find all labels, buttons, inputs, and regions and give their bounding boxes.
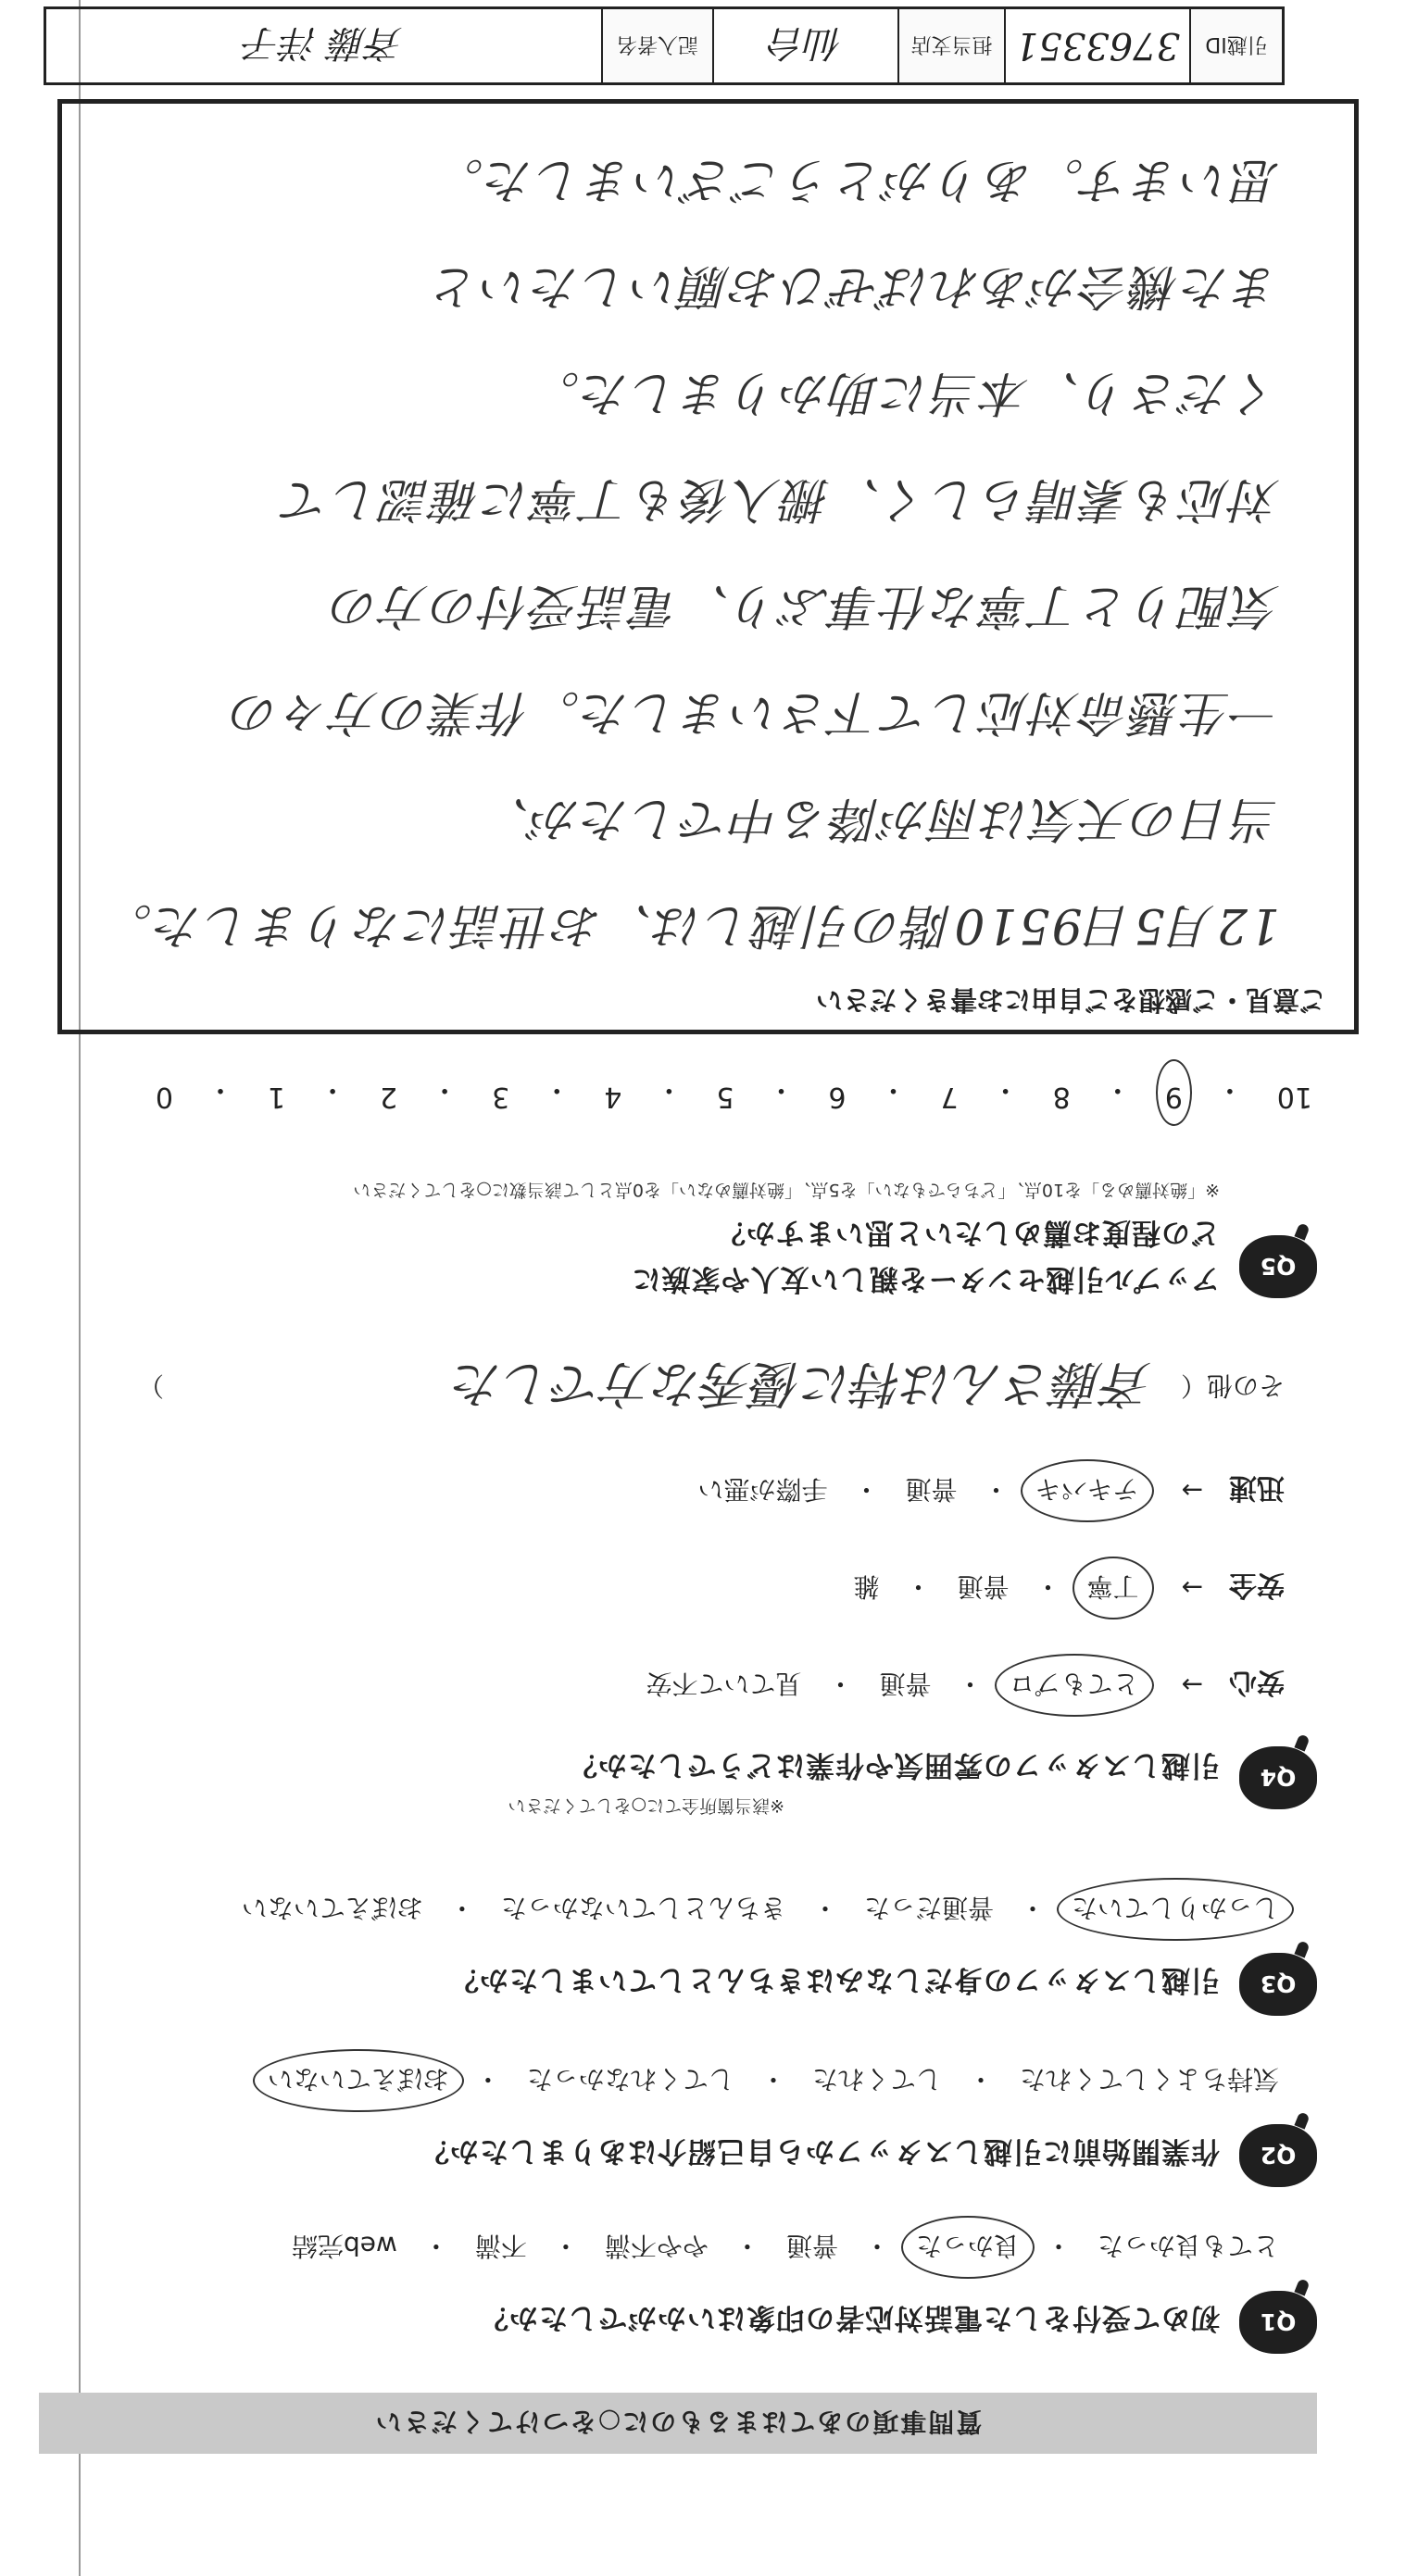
q4-row-anzen: 安全 → 丁寧 ・ 普通 ・ 雑	[847, 1568, 1285, 1608]
comment-line: くださり、本当に助かりました。	[529, 365, 1280, 420]
q4-other-label: その他（	[1180, 1370, 1285, 1402]
branch-label: 担当支店	[897, 9, 1004, 82]
q2-badge: Q2	[1239, 2124, 1317, 2187]
scale-value[interactable]: 4	[604, 1081, 622, 1113]
q2-option[interactable]: してくれなかった	[526, 2064, 734, 2095]
scale-value[interactable]: 3	[492, 1081, 510, 1113]
id-value[interactable]: 3763351	[1004, 9, 1189, 82]
q1-question: 初めて受付をした電話対応者の印象はいかがでしたか？	[479, 2301, 1220, 2334]
q4-option[interactable]: 普通	[879, 1669, 932, 1699]
q3-option-selected[interactable]: しっかりしていた	[1066, 1891, 1285, 1928]
q4-row-jinsoku: 迅速 → テキパキ ・ 普通 ・ 手際が悪い	[692, 1470, 1285, 1511]
q4-row-label: 安心	[1229, 1666, 1285, 1698]
q4-option[interactable]: 雑	[853, 1571, 880, 1602]
q4-row-anshin: 安心 → とてもプロ ・ 普通 ・ 見ていて不安	[640, 1665, 1285, 1706]
writer-value[interactable]: 斉藤 洋子	[244, 21, 404, 64]
q5-scale: 10 ・ 9 ・ 8 ・ 7 ・ 6 ・ 5 ・ 4 ・ 3 ・ 2 ・ 1 ・ 0	[155, 1073, 1312, 1113]
q3-option[interactable]: きちんとしていなかった	[500, 1893, 786, 1923]
q3-option[interactable]: おぼえていない	[241, 1893, 423, 1923]
q1-option[interactable]: とても良かった	[1097, 2231, 1279, 2261]
scale-value[interactable]: 2	[380, 1081, 398, 1113]
comments-box[interactable]	[57, 99, 1359, 1034]
scale-value[interactable]: 0	[155, 1081, 173, 1113]
scale-value[interactable]: 1	[267, 1081, 286, 1113]
q2-option-selected[interactable]: おぼえていない	[262, 2062, 455, 2099]
scale-value[interactable]: 5	[716, 1081, 734, 1113]
comment-line: 対応も素晴らしく、搬入後も丁寧に確認して	[281, 471, 1280, 527]
q4-option-selected[interactable]: 丁寧	[1082, 1569, 1145, 1607]
q3-question: 引越しスタッフの身だしなみはきちんとしていましたか？	[449, 1963, 1220, 1996]
q4-option-selected[interactable]: テキパキ	[1030, 1472, 1145, 1509]
scale-value[interactable]: 10	[1276, 1081, 1312, 1113]
id-label: 引越ID	[1189, 9, 1282, 82]
comment-line: 気配りと丁寧な仕事ぶり、電話受付の方の	[329, 578, 1280, 633]
q5-note: ※「絶対薦める」を10点、「どちらでもない」を5点、「絶対薦めない」を0点として該当数に○をしてください	[353, 1180, 1220, 1200]
scale-value-selected[interactable]: 9	[1165, 1072, 1183, 1113]
q4-question: 引越しスタッフの雰囲気や作業はどうでしたか？	[568, 1748, 1220, 1782]
q4-option[interactable]: 見ていて不安	[646, 1669, 802, 1699]
q4-option-selected[interactable]: とてもプロ	[1004, 1667, 1145, 1704]
q1-option[interactable]: 不満	[474, 2231, 527, 2261]
q2-options: 気持ちよくしてくれた ・ してくれた ・ してくれなかった ・ おぼえていない	[262, 2062, 1285, 2099]
q4-badge: Q4	[1239, 1746, 1317, 1809]
q2-option[interactable]: 気持ちよくしてくれた	[1019, 2064, 1279, 2095]
q4-row-label: 安全	[1229, 1569, 1285, 1601]
arrow-icon: →	[1181, 1669, 1203, 1701]
q2-question: 作業開始前に引越しスタッフから自己紹介はありましたか？	[420, 2134, 1220, 2168]
scale-value[interactable]: 8	[1052, 1081, 1071, 1113]
q4-option[interactable]: 普通	[957, 1571, 1010, 1602]
scale-value[interactable]: 6	[828, 1081, 847, 1113]
q5-question-line1: アップル引越センターを親しい友人や家族に	[631, 1262, 1220, 1295]
q5-question-line2: どの程度お薦めしたいと思いますか？	[716, 1216, 1220, 1249]
q4-row-label: 迅速	[1229, 1471, 1285, 1504]
writer-label: 記入者名	[601, 9, 712, 82]
q1-option[interactable]: web完結	[291, 2231, 397, 2261]
q3-badge: Q3	[1239, 1953, 1317, 2016]
comments-title: ご意見・ご感想をご自由にお書きください	[815, 984, 1326, 1016]
comment-line: 一生懸命対応して下さいました。作業の方々の	[229, 684, 1280, 740]
branch-value[interactable]: 仙台	[712, 9, 897, 82]
q1-option[interactable]: 普通	[785, 2231, 838, 2261]
q1-badge: Q1	[1239, 2291, 1317, 2354]
q4-other	[137, 1352, 1285, 1423]
q4-note: ※該当箇所全てに○をしてください	[508, 1795, 784, 1816]
scale-value[interactable]: 7	[940, 1081, 959, 1113]
comment-line: 思います。ありがとうございました。	[433, 152, 1280, 207]
q5-badge: Q5	[1239, 1235, 1317, 1298]
comment-line: また機会があればぜひお願いしたいと	[429, 258, 1280, 314]
q4-other-close: ）	[137, 1370, 164, 1402]
arrow-icon: →	[1181, 1572, 1203, 1604]
q4-other-handwritten[interactable]: 斉藤さんは特に優秀な方でした	[452, 1355, 1153, 1413]
q3-option[interactable]: 普通だった	[863, 1893, 994, 1923]
q3-options: しっかりしていた ・ 普通だった ・ きちんとしていなかった ・ おぼえていない	[236, 1891, 1285, 1928]
q1-option-selected[interactable]: 良かった	[910, 2229, 1025, 2266]
q4-option[interactable]: 普通	[905, 1474, 958, 1505]
q1-option[interactable]: やや不満	[604, 2231, 709, 2261]
comment-line: 当日の天気は雨が降る中でしたが、	[479, 791, 1280, 846]
q2-option[interactable]: してくれた	[811, 2064, 942, 2095]
comment-line: 12月5日9510階の引越しは、お世話になりました。	[102, 897, 1280, 953]
arrow-icon: →	[1181, 1475, 1203, 1507]
q4-option[interactable]: 手際が悪い	[697, 1474, 828, 1505]
section-header: 質問事項のあてはまるものに○をつけてください	[39, 2393, 1317, 2454]
info-table	[44, 6, 1285, 85]
q1-options: とても良かった ・ 良かった ・ 普通 ・ やや不満 ・ 不満 ・ web完結	[286, 2229, 1285, 2266]
